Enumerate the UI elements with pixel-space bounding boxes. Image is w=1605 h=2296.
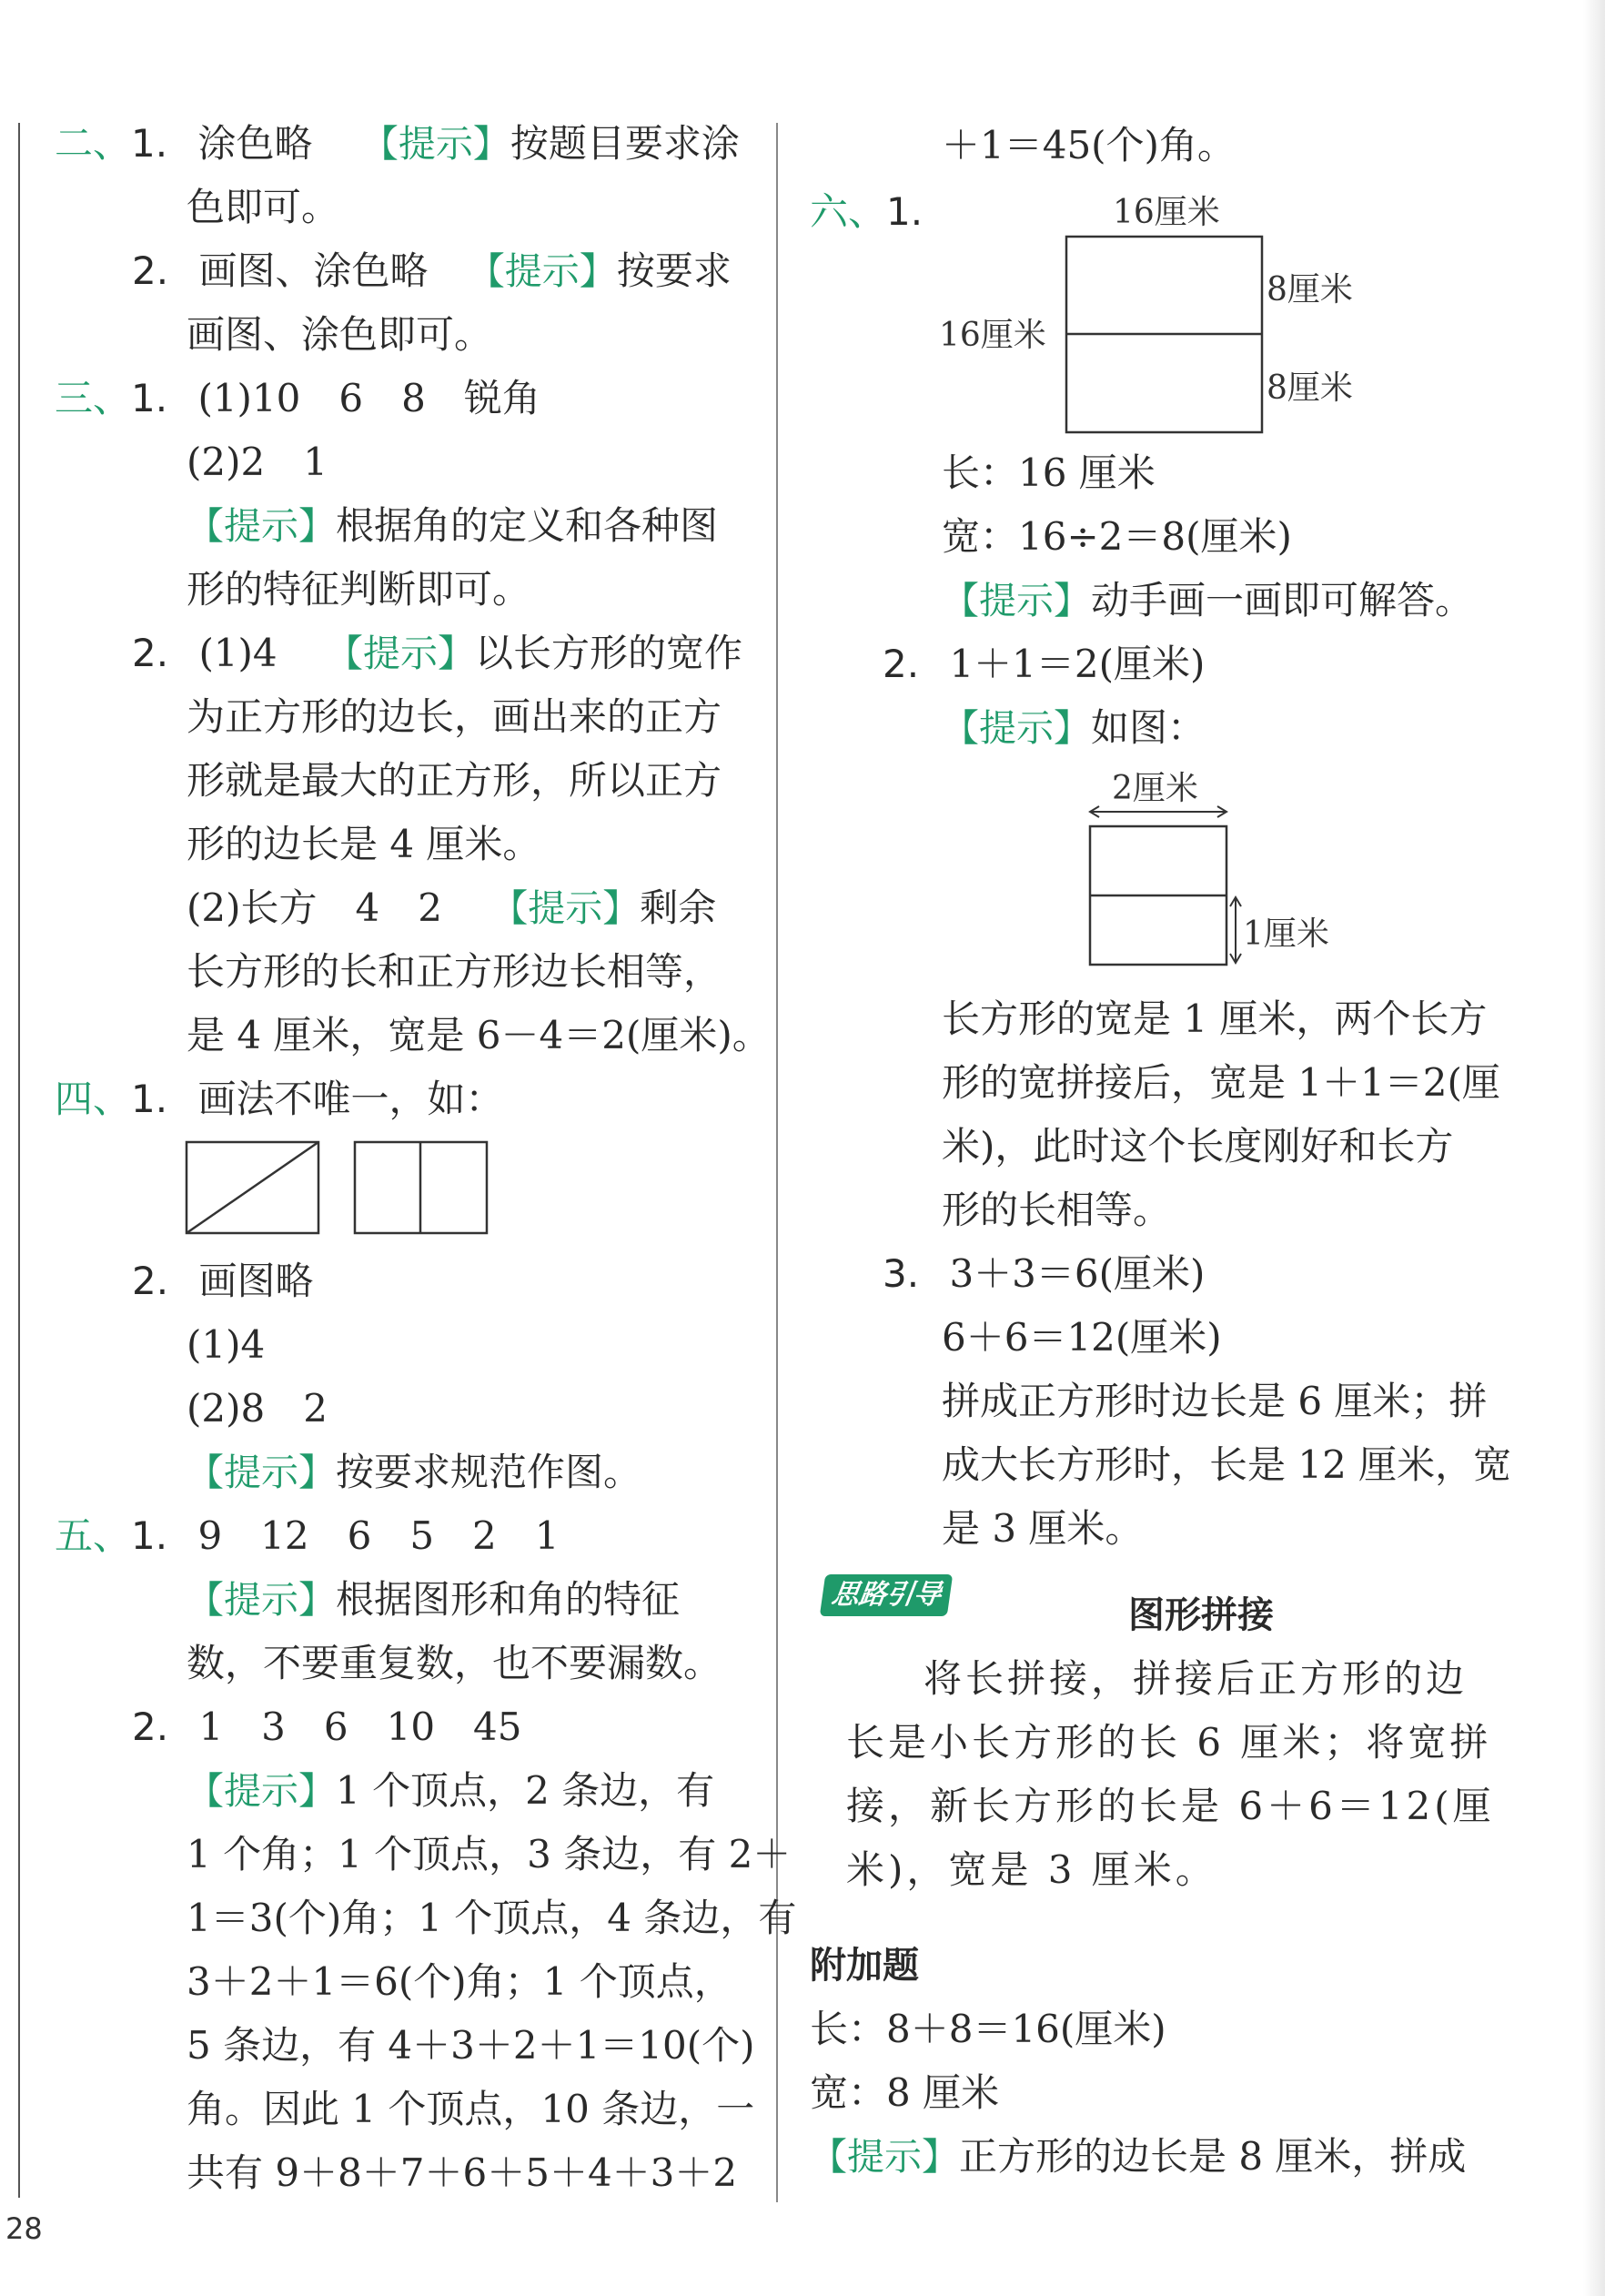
- fig1-right-top-label: 8厘米: [1267, 271, 1353, 308]
- s5-q1: 五、1. 9 12 6 5 2 1: [55, 1513, 560, 1558]
- s6-q2-hint: 【提示】如图：: [942, 705, 1206, 750]
- hint-tag: 【提示】: [360, 122, 510, 166]
- hint-tag: 【提示】: [467, 249, 617, 293]
- text-line: 长方形的长和正方形边长相等，: [187, 949, 722, 994]
- text-line: 米)，此时这个长度刚好和长方: [942, 1124, 1454, 1168]
- text-line: 5 条边，有 4＋3＋2＋1＝10(个): [187, 2023, 755, 2068]
- s3-q1-b: (2)2 1: [187, 440, 328, 484]
- text-line: 形的边长是 4 厘米。: [187, 822, 541, 866]
- page-edge-shade: [1583, 0, 1605, 2296]
- text-line: 米)，宽是 3 厘米。: [846, 1847, 1217, 1892]
- s2-q1-cont: 色即可。: [187, 185, 340, 229]
- hint-tag: 【提示】: [490, 886, 641, 930]
- text-line: 共有 9＋8＋7＋6＋5＋4＋3＋2: [187, 2150, 738, 2195]
- tip-title: 图形拼接: [1128, 1594, 1274, 1636]
- s5-q1-hint: 【提示】根据图形和角的特征: [187, 1577, 681, 1622]
- left-margin-rule: [18, 123, 20, 2198]
- hint-tag: 【提示】: [942, 579, 1091, 622]
- s6-q1-hint: 【提示】动手画一画即可解答。: [942, 578, 1474, 622]
- section-4-label: 四、: [55, 1077, 132, 1121]
- hint-tag: 【提示】: [810, 2135, 959, 2179]
- text-line: 形就是最大的正方形，所以正方: [187, 758, 722, 803]
- text-line: 形的宽拼接后，宽是 1＋1＝2(厘: [942, 1060, 1500, 1105]
- s6-q2: 2. 1＋1＝2(厘米): [883, 642, 1206, 686]
- section-3-label: 三、: [55, 376, 132, 420]
- text-line: 为正方形的边长，画出来的正方: [187, 694, 722, 739]
- s5-q2: 2. 1 3 6 10 45: [132, 1704, 522, 1749]
- hint-tag: 【提示】: [187, 504, 336, 548]
- extra-title: 附加题: [810, 1945, 919, 1987]
- continued-line: ＋1＝45(个)角。: [942, 123, 1236, 167]
- diagonal-line: [187, 1142, 318, 1233]
- hint-tag: 【提示】: [187, 1769, 336, 1813]
- s4-q1: 四、1. 画法不唯一，如：: [55, 1077, 504, 1121]
- text-line: 宽：8 厘米: [810, 2070, 1000, 2115]
- text-line: 数，不要重复数，也不要漏数。: [187, 1641, 722, 1685]
- figure-square-split: [937, 187, 1392, 441]
- text-line: 角。因此 1 个顶点，10 条边，一: [187, 2087, 755, 2131]
- text-line: (2)8 2: [187, 1386, 328, 1431]
- fig2-top-label: 2厘米: [1112, 770, 1198, 807]
- s5-q2-hint: 【提示】1 个顶点，2 条边，有: [187, 1768, 715, 1813]
- extra-hint: 【提示】正方形的边长是 8 厘米，拼成: [810, 2134, 1467, 2179]
- s3-q1: 三、1. (1)10 6 8 锐角: [55, 376, 540, 420]
- s3-q1-cont: 形的特征判断即可。: [187, 567, 531, 612]
- text-line: 拼成正方形时边长是 6 厘米；拼: [942, 1379, 1488, 1423]
- text-line: 3＋2＋1＝6(个)角；1 个顶点，: [187, 1959, 732, 2004]
- text-line: 将长拼接，拼接后正方形的边: [924, 1656, 1469, 1701]
- text-line: 接，新长方形的长是 6＋6＝12(厘: [846, 1784, 1495, 1828]
- s2-q1: 二、1. 涂色略 【提示】按题目要求涂: [55, 121, 740, 166]
- hint-tag: 【提示】: [326, 632, 476, 675]
- hint-tag: 【提示】: [187, 1451, 336, 1494]
- text-line: 长是小长方形的长 6 厘米；将宽拼: [846, 1720, 1492, 1765]
- text-line: (1)4: [187, 1322, 266, 1367]
- s6-q1: 六、1.: [810, 189, 924, 234]
- s2-q2-cont: 画图、涂色即可。: [187, 312, 493, 357]
- section-5-label: 五、: [55, 1513, 132, 1558]
- text-line: 1＝3(个)角；1 个顶点，4 条边，有: [187, 1896, 797, 1940]
- text-line: 长：16 厘米: [942, 450, 1156, 495]
- s2-q2: 2. 画图、涂色略 【提示】按要求: [132, 248, 732, 293]
- text-line: 长方形的宽是 1 厘米，两个长方: [942, 996, 1488, 1041]
- s6-q3: 3. 3＋3＝6(厘米): [883, 1251, 1206, 1296]
- text-line: 是 4 厘米，宽是 6－4＝2(厘米)。: [187, 1013, 771, 1057]
- section-2-label: 二、: [55, 121, 132, 166]
- s3-q2-b: (2)长方 4 2 【提示】剩余: [187, 885, 717, 930]
- section-6-label: 六、: [810, 189, 887, 234]
- fig2-right-label: 1厘米: [1243, 915, 1329, 953]
- text-line: 形的长相等。: [942, 1188, 1172, 1232]
- s4-example-figures: [182, 1138, 500, 1238]
- text-line: 1 个角；1 个顶点，3 条边，有 2＋: [187, 1832, 792, 1876]
- fig1-left-label: 16厘米: [939, 317, 1046, 354]
- s4-q2: 2. 画图略: [132, 1259, 314, 1303]
- hint-tag: 【提示】: [187, 1578, 336, 1622]
- text-line: 宽：16÷2＝8(厘米): [942, 514, 1292, 559]
- hint-tag: 【提示】: [942, 706, 1091, 750]
- fig1-top-label: 16厘米: [1113, 194, 1220, 231]
- s3-q2: 2. (1)4 【提示】以长方形的宽作: [132, 631, 743, 675]
- text-line: 成大长方形时，长是 12 厘米，宽: [942, 1442, 1512, 1487]
- text-line: 6＋6＝12(厘米): [942, 1315, 1222, 1360]
- page-number: 28: [5, 2211, 43, 2246]
- figure-rect-stack: [1074, 764, 1365, 983]
- fig1-right-bottom-label: 8厘米: [1267, 369, 1353, 407]
- text-line: 长：8＋8＝16(厘米): [810, 2007, 1166, 2051]
- tip-badge: 思路引导: [820, 1574, 953, 1616]
- text-line: 是 3 厘米。: [942, 1506, 1144, 1551]
- s3-q1-hint: 【提示】根据角的定义和各种图: [187, 503, 719, 548]
- s4-q2-hint: 【提示】按要求规范作图。: [187, 1450, 642, 1494]
